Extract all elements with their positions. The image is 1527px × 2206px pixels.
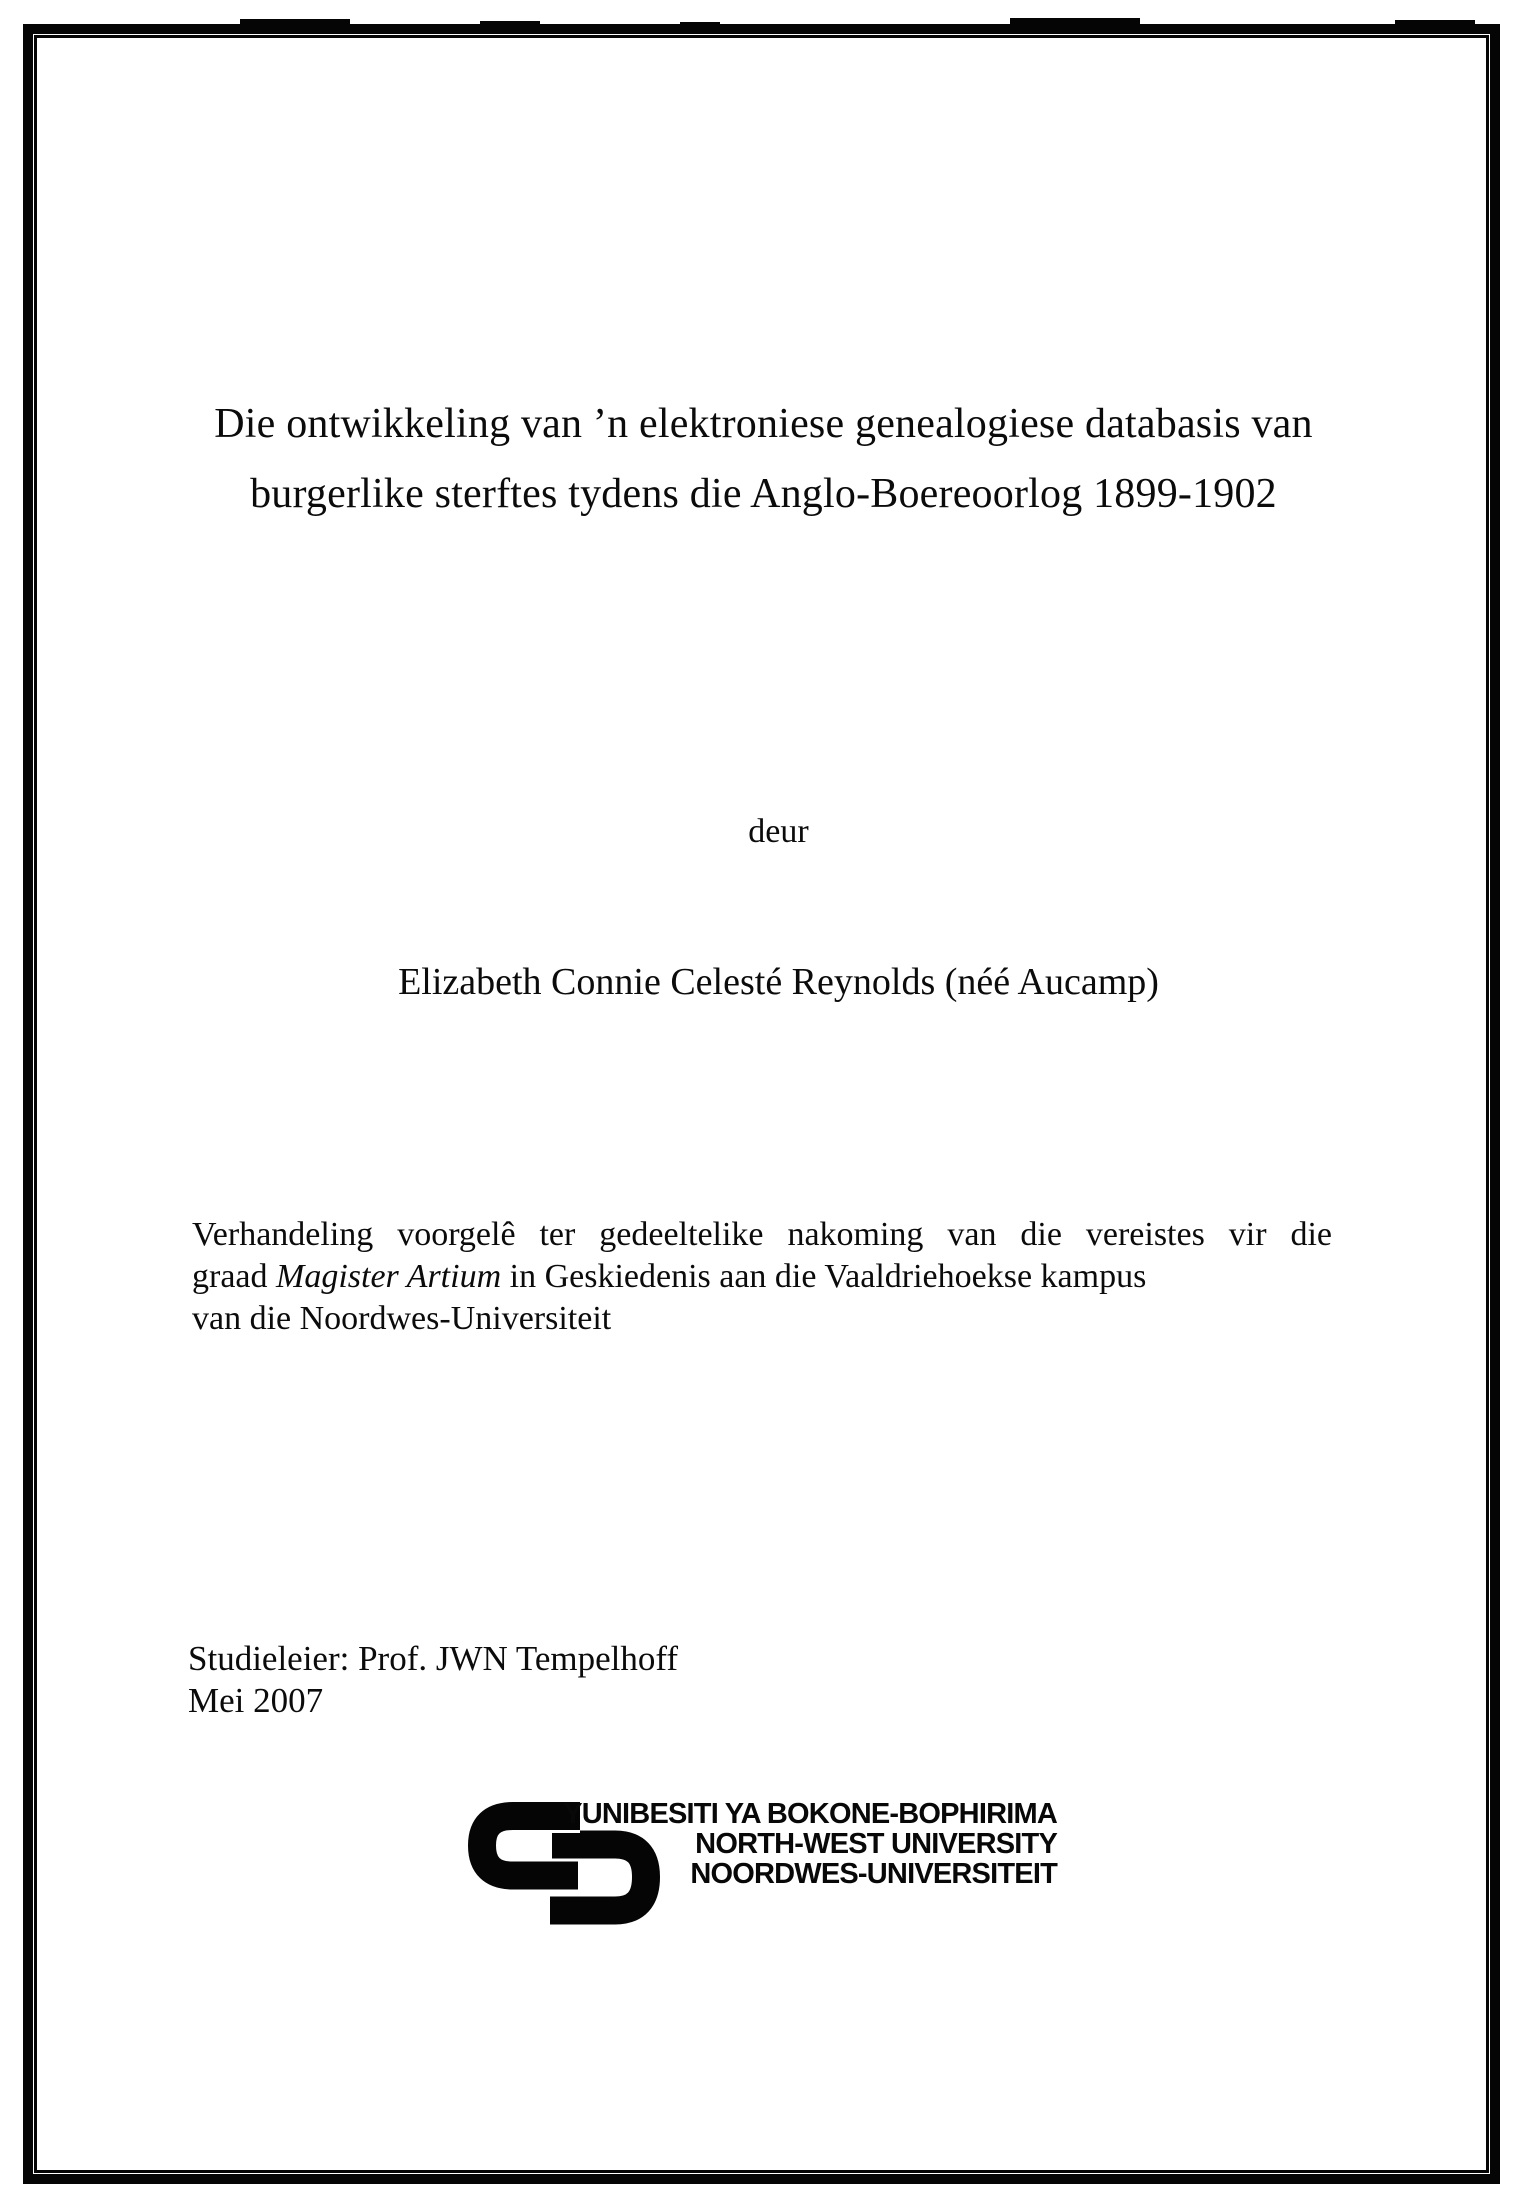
thesis-statement (192, 1214, 1332, 1340)
date-line: Mei 2007 (188, 1681, 324, 1720)
statement-line-2 (192, 1256, 1332, 1298)
author-name: Elizabeth Connie Celesté Reynolds (néé Aucamp) (398, 961, 1159, 1003)
supervisor-block (188, 1638, 678, 1722)
university-logo (465, 1796, 1057, 1936)
statement-line-1: Verhandeling voorgelê ter gedeeltelike nakoming van die vereistes vir die (192, 1216, 1332, 1253)
university-logo-text (557, 1799, 1057, 1889)
scan-artifact (680, 22, 720, 25)
scan-artifact (1395, 20, 1475, 25)
statement-line-2-post: in Geskiedenis aan die Vaaldriehoekse kampus (501, 1258, 1147, 1295)
page-title-line-1: Die ontwikkeling van ’n elektroniese genealogiese databasis van (214, 401, 1313, 447)
page-title (40, 389, 1487, 529)
logo-line-setswana: YUNIBESITI YA BOKONE-BOPHIRIMA (563, 1798, 1057, 1830)
byline-label: deur (748, 813, 809, 850)
scan-artifact (480, 21, 540, 25)
logo-line-english: NORTH-WEST UNIVERSITY (695, 1828, 1057, 1860)
statement-line-3: van die Noordwes-Universiteit (192, 1300, 612, 1337)
scan-artifact (240, 19, 350, 25)
degree-name: Magister Artium (276, 1258, 502, 1295)
page-title-line-2: burgerlike sterftes tydens die Anglo-Boereoorlog 1899-1902 (250, 471, 1277, 517)
statement-line-2-pre: graad (192, 1258, 277, 1295)
scan-artifact (1010, 18, 1140, 25)
supervisor-line: Studieleier: Prof. JWN Tempelhoff (188, 1639, 679, 1678)
logo-line-afrikaans: NOORDWES-UNIVERSITEIT (690, 1858, 1057, 1890)
